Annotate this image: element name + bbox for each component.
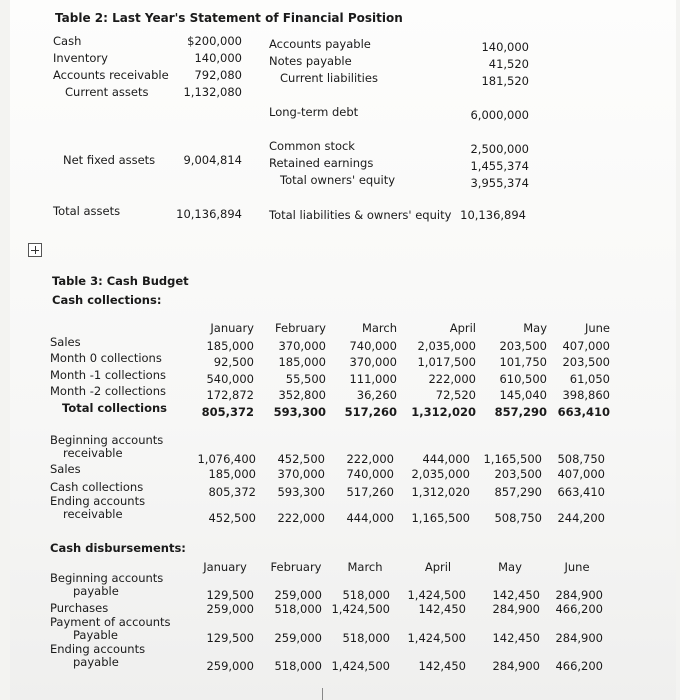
notes-payable-value: 41,520: [488, 57, 529, 71]
inventory-label: Inventory: [53, 51, 108, 65]
table-cell: 398,860: [562, 388, 610, 402]
table-cell: 259,000: [274, 631, 322, 645]
receivable-value: 792,080: [194, 68, 242, 82]
table-cell: 452,500: [208, 511, 256, 525]
row-label: receivable: [63, 507, 123, 521]
table-cell: 284,900: [555, 631, 603, 645]
cash-value: $200,000: [187, 34, 242, 48]
table-cell: 1,424,500: [407, 631, 466, 645]
table-cell: 61,050: [569, 372, 610, 386]
month-header: March: [347, 560, 383, 574]
table-cell: 142,450: [418, 602, 466, 616]
row-label: Ending accounts: [50, 494, 146, 508]
table-cell: 452,500: [277, 452, 325, 466]
table-cell: 740,000: [349, 339, 397, 353]
table-cell: 593,300: [277, 485, 325, 499]
table-cell: 284,900: [492, 659, 540, 673]
table-cell: 805,372: [208, 485, 256, 499]
table-cell: 857,290: [494, 485, 542, 499]
table-cell: 540,000: [206, 372, 254, 386]
row-label: Sales: [50, 462, 81, 476]
table-cell: 284,900: [492, 602, 540, 616]
table-cell: 740,000: [346, 467, 394, 481]
owners-equity-value: 3,955,374: [470, 176, 529, 190]
table3-title: Table 3: Cash Budget: [52, 274, 189, 288]
current-liabilities-label: Current liabilities: [280, 71, 378, 85]
table-cell: 444,000: [422, 452, 470, 466]
table-cell: 111,000: [349, 372, 397, 386]
table-cell: 508,750: [494, 511, 542, 525]
table-cell: 370,000: [349, 355, 397, 369]
table-cell: 508,750: [557, 452, 605, 466]
retained-earnings-label: Retained earnings: [269, 156, 374, 170]
table-cell: 259,000: [206, 602, 254, 616]
table-cell: 1,017,500: [417, 355, 476, 369]
table-cell: 370,000: [278, 339, 326, 353]
table-cell: 517,260: [346, 485, 394, 499]
row-label: payable: [73, 655, 119, 669]
row-label: Beginning accounts: [50, 571, 164, 585]
month-header: March: [361, 321, 397, 335]
retained-earnings-value: 1,455,374: [470, 159, 529, 173]
table-cell: 259,000: [274, 588, 322, 602]
table-cell: 466,200: [555, 659, 603, 673]
common-stock-label: Common stock: [269, 139, 355, 153]
table-cell: 407,000: [557, 467, 605, 481]
table-cell: 142,450: [418, 659, 466, 673]
total-liabilities-label: Total liabilities & owners' equity: [269, 208, 452, 222]
table2-title: Table 2: Last Year's Statement of Financial Position: [55, 11, 403, 25]
table-cell: 222,000: [428, 372, 476, 386]
table-cell: 663,410: [557, 485, 605, 499]
row-label: Cash collections: [50, 480, 144, 494]
table-cell: 203,500: [562, 355, 610, 369]
table-cell: 1,165,500: [411, 511, 470, 525]
total-assets-value: 10,136,894: [176, 207, 242, 221]
table-cell: 1,424,500: [407, 588, 466, 602]
current-liabilities-value: 181,520: [481, 74, 529, 88]
table-cell: 129,500: [206, 588, 254, 602]
table-cell: 663,410: [557, 405, 610, 419]
table-cell: 352,800: [278, 388, 326, 402]
month-header: January: [210, 321, 254, 335]
row-label: Ending accounts: [50, 642, 146, 656]
table-cell: 1,424,500: [331, 659, 390, 673]
table-cell: 145,040: [499, 388, 547, 402]
table-cell: 466,200: [555, 602, 603, 616]
table-cell: 92,500: [213, 355, 254, 369]
table-cell: 101,750: [499, 355, 547, 369]
text-cursor: [322, 688, 323, 700]
month-header: April: [424, 560, 452, 574]
total-liabilities-value: 10,136,894: [460, 208, 526, 222]
table-cell: 222,000: [277, 511, 325, 525]
accounts-payable-value: 140,000: [481, 40, 529, 54]
net-fixed-assets-label: Net fixed assets: [63, 153, 156, 167]
row-label: Beginning accounts: [50, 433, 164, 447]
table-cell: 518,000: [274, 659, 322, 673]
month-header: June: [584, 321, 610, 335]
table-cell: 1,312,020: [411, 485, 470, 499]
table-cell: 36,260: [356, 388, 397, 402]
disbursements-heading: Cash disbursements:: [50, 541, 186, 555]
table-cell: 2,035,000: [411, 467, 470, 481]
table-cell: 203,500: [494, 467, 542, 481]
row-label: Sales: [50, 335, 81, 349]
long-term-debt-label: Long-term debt: [269, 105, 359, 119]
collections-heading: Cash collections:: [52, 293, 162, 307]
table-cell: 1,312,020: [411, 405, 476, 419]
table-cell: 1,076,400: [197, 452, 256, 466]
table-cell: 222,000: [346, 452, 394, 466]
long-term-debt-value: 6,000,000: [470, 108, 529, 122]
table-cell: 857,290: [494, 405, 547, 419]
table-cell: 370,000: [277, 467, 325, 481]
inventory-value: 140,000: [194, 51, 242, 65]
table-cell: 593,300: [273, 405, 326, 419]
month-header: June: [564, 560, 590, 574]
table-cell: 185,000: [206, 339, 254, 353]
table-cell: 55,500: [285, 372, 326, 386]
row-label: Payable: [73, 628, 118, 642]
row-label: Payment of accounts: [50, 615, 171, 629]
row-label: Total collections: [62, 401, 168, 415]
row-label: Purchases: [50, 601, 109, 615]
table-cell: 518,000: [342, 588, 390, 602]
table-cell: 185,000: [208, 467, 256, 481]
month-header: May: [498, 560, 522, 574]
table-cell: 142,450: [492, 588, 540, 602]
table-cell: 129,500: [206, 631, 254, 645]
table-cell: 203,500: [499, 339, 547, 353]
cash-label: Cash: [53, 34, 82, 48]
table-cell: 805,372: [201, 405, 254, 419]
notes-payable-label: Notes payable: [269, 54, 352, 68]
table-cell: 172,872: [206, 388, 254, 402]
month-header: April: [449, 321, 476, 335]
table-move-handle-icon[interactable]: [28, 243, 42, 257]
accounts-payable-label: Accounts payable: [269, 37, 371, 51]
row-label: Month -1 collections: [50, 368, 166, 382]
owners-equity-label: Total owners' equity: [280, 173, 396, 187]
row-label: receivable: [63, 446, 123, 460]
month-header: May: [523, 321, 547, 335]
table-cell: 517,260: [344, 405, 397, 419]
row-label: Month -2 collections: [50, 384, 166, 398]
table-cell: 1,424,500: [331, 602, 390, 616]
table-cell: 185,000: [278, 355, 326, 369]
receivable-label: Accounts receivable: [53, 68, 169, 82]
month-header: February: [270, 560, 322, 574]
month-header: January: [203, 560, 247, 574]
table-cell: 610,500: [499, 372, 547, 386]
common-stock-value: 2,500,000: [470, 142, 529, 156]
total-assets-label: Total assets: [53, 204, 121, 218]
net-fixed-assets-value: 9,004,814: [183, 153, 242, 167]
current-assets-value: 1,132,080: [183, 85, 242, 99]
table-cell: 1,165,500: [483, 452, 542, 466]
table-cell: 244,200: [557, 511, 605, 525]
row-label: Month 0 collections: [50, 351, 162, 365]
table-cell: 518,000: [342, 631, 390, 645]
table-cell: 518,000: [274, 602, 322, 616]
table-cell: 407,000: [562, 339, 610, 353]
table-cell: 72,520: [435, 388, 476, 402]
month-header: February: [275, 321, 326, 335]
table-cell: 444,000: [346, 511, 394, 525]
table-cell: 284,900: [555, 588, 603, 602]
current-assets-label: Current assets: [65, 85, 149, 99]
table-cell: 259,000: [206, 659, 254, 673]
table-cell: 2,035,000: [417, 339, 476, 353]
row-label: payable: [73, 584, 119, 598]
table-cell: 142,450: [492, 631, 540, 645]
